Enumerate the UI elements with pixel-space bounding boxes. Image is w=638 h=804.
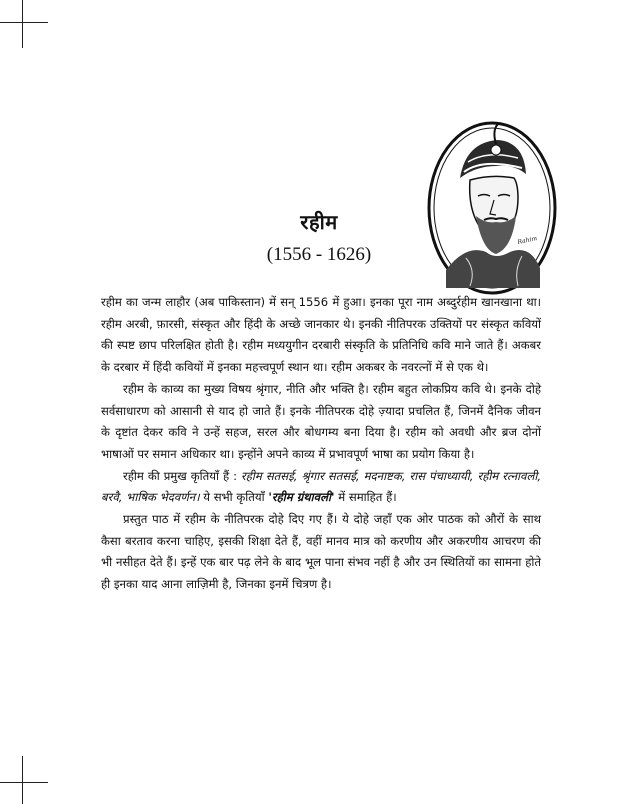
paragraph-poetry: रहीम के काव्य का मुख्य विषय श्रृंगार, नीति और भक्ति है। रहीम बहुत लोकप्रिय कवि थे। इनके दोहे सर्वसाधारण को आसानी से याद हो जाते हैं। इनके नीतिपरक दोहे ज़्यादा प्रचलित हैं, जिनमें दैनिक जीवन के दृष्टांत देकर कवि ने उन्हें सहज, सरल और बोधगम्य बना दिया है। रहीम को अवधी और ब्रज दोनों भाषाओं पर समान अधिकार था। इन्होंने अपने काव्य में प्रभावपूर्ण भाषा का प्रयोग किया है। — [101, 381, 541, 461]
crop-mark-bottom-left-horizontal — [0, 782, 48, 783]
paragraph-works — [101, 466, 541, 509]
page-title: रहीम — [300, 210, 338, 234]
works-lead: रहीम की प्रमुख कृतियाँ हैं : — [123, 468, 237, 483]
works-collection: 'रहीम ग्रंथावली' — [268, 490, 335, 505]
biography-text — [101, 292, 541, 596]
crop-mark-top-left-horizontal — [0, 22, 48, 23]
paragraph-closing: प्रस्तुत पाठ में रहीम के नीतिपरक दोहे दिए गए हैं। ये दोहे जहाँ एक ओर पाठक को औरों के साथ कैसा बरताव करना चाहिए, इसकी शिक्षा देते हैं, वहीं मानव मात्र को करणीय और अकरणीय आचरण की भी नसीहत देते हैं। इन्हें एक बार पढ़ लेने के बाद भूल पाना संभव नहीं है और उन स्थितियों का सामना होते ही इनका याद आना लाज़िमी है, जिनका इनमें चित्रण है। — [101, 512, 541, 592]
works-list: रहीम सतसई, श्रृंगार सतसई, मदनाष्टक, रास पंचाध्यायी, रहीम रत्नावली, बरवै, भाषिक भेदवर्णन। — [101, 468, 542, 505]
works-tail-after: में समाहित हैं। — [338, 490, 397, 505]
lifespan-years: (1556 - 1626) — [266, 244, 372, 265]
paragraph-birth: रहीम का जन्म लाहौर (अब पाकिस्तान) में सन् 1556 में हुआ। इनका पूरा नाम अब्दुर्रहीम खानखाना था। रहीम अरबी, फ़ारसी, संस्कृत और हिंदी के अच्छे जानकार थे। इनकी नीतिपरक उक्तियों पर संस्कृत कवियों की स्पष्ट छाप परिलक्षित होती है। रहीम मध्ययुगीन दरबारी संस्कृति के प्रतिनिधि कवि माने जाते हैं। अकबर के दरबार में हिंदी कवियों में इनका महत्त्वपूर्ण स्थान था। रहीम अकबर के नवरत्नों में से एक थे। — [101, 295, 541, 375]
crop-mark-bottom-left-vertical — [22, 756, 23, 804]
works-tail-before: ये सभी कृतियाँ — [203, 490, 265, 505]
portrait-signature: Rahim — [516, 235, 538, 246]
crop-mark-top-left-vertical — [22, 0, 23, 48]
